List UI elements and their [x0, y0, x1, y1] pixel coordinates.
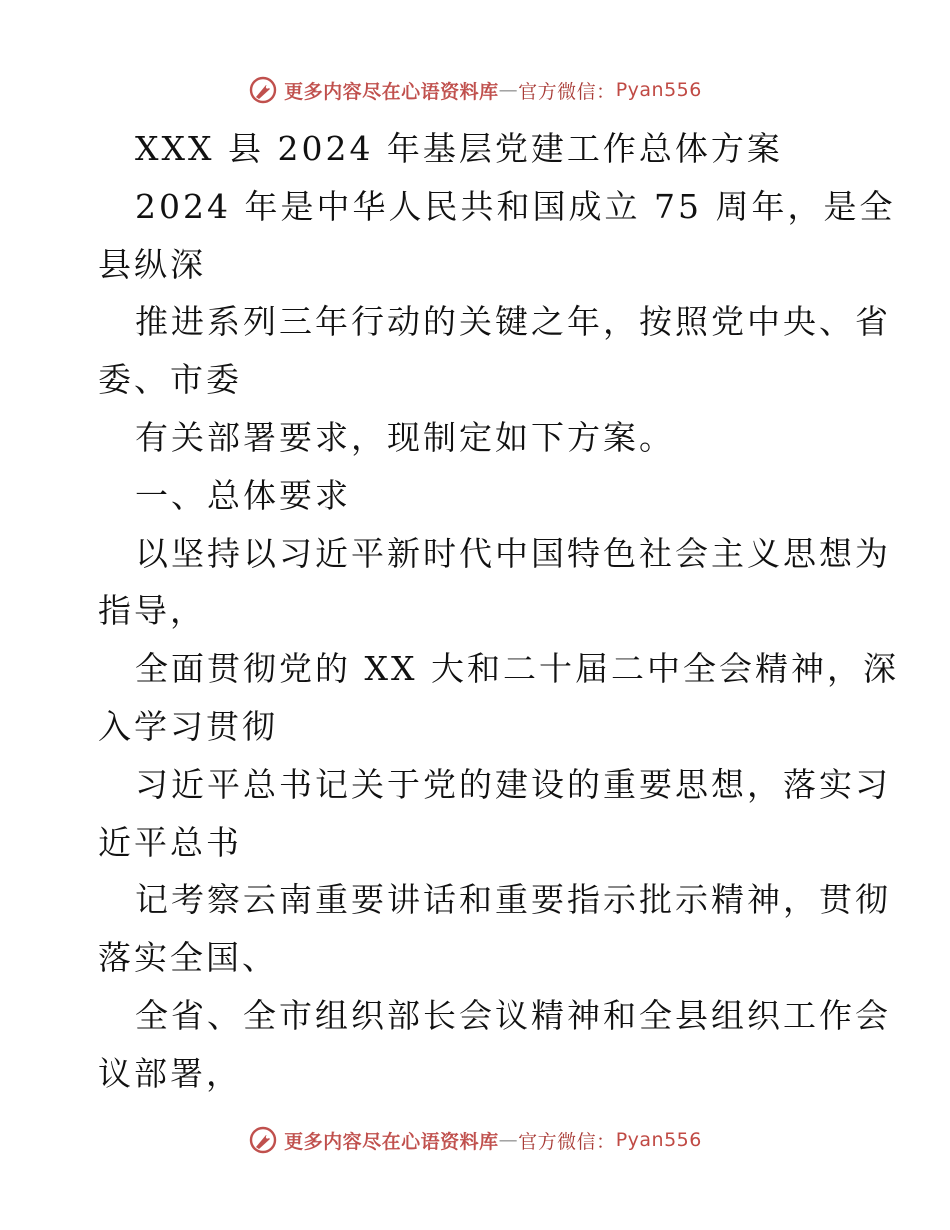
paragraph-line: 委、市委 [98, 360, 242, 400]
paragraph-line: 以坚持以习近平新时代中国特色社会主义思想为 [135, 533, 891, 573]
paragraph-line: 记考察云南重要讲话和重要指示批示精神，贯彻 [135, 880, 891, 920]
watermark-account: Pyan556 [615, 79, 702, 101]
section-heading: 一、总体要求 [135, 475, 351, 515]
paragraph-line: 县纵深 [98, 244, 206, 284]
paragraph-line: 近平总书 [98, 822, 242, 862]
document-title: XXX 县 2024 年基层党建工作总体方案 [135, 129, 783, 168]
paragraph-line: 全面贯彻党的 XX 大和二十届二中全会精神，深 [135, 649, 899, 689]
watermark-brand: 更多内容尽在心语资料库 [284, 1130, 499, 1153]
pen-nib-icon [248, 1125, 278, 1155]
watermark-label: 官方微信： [518, 80, 616, 103]
paragraph-line: 习近平总书记关于党的建设的重要思想，落实习 [135, 764, 891, 804]
paragraph-line: 全省、全市组织部长会议精神和全县组织工作会 [135, 995, 891, 1035]
watermark-separator: — [498, 79, 519, 101]
watermark-account: Pyan556 [615, 1129, 702, 1151]
pen-nib-icon [248, 75, 278, 105]
footer-watermark [0, 1120, 950, 1160]
paragraph-line: 落实全国、 [98, 938, 278, 978]
document-body [98, 120, 899, 1103]
paragraph-line: 有关部署要求，现制定如下方案。 [135, 417, 675, 457]
watermark-separator: — [498, 1129, 519, 1151]
header-watermark [0, 70, 950, 110]
paragraph-line: 指导， [98, 591, 206, 631]
paragraph-line: 推进系列三年行动的关键之年，按照党中央、省 [135, 302, 891, 342]
watermark-label: 官方微信： [518, 1130, 616, 1153]
watermark-brand: 更多内容尽在心语资料库 [284, 80, 499, 103]
paragraph-line: 议部署， [98, 1053, 242, 1093]
paragraph-line: 入学习贯彻 [98, 706, 278, 746]
paragraph-line: 2024 年是中华人民共和国成立 75 周年，是全 [135, 186, 896, 226]
